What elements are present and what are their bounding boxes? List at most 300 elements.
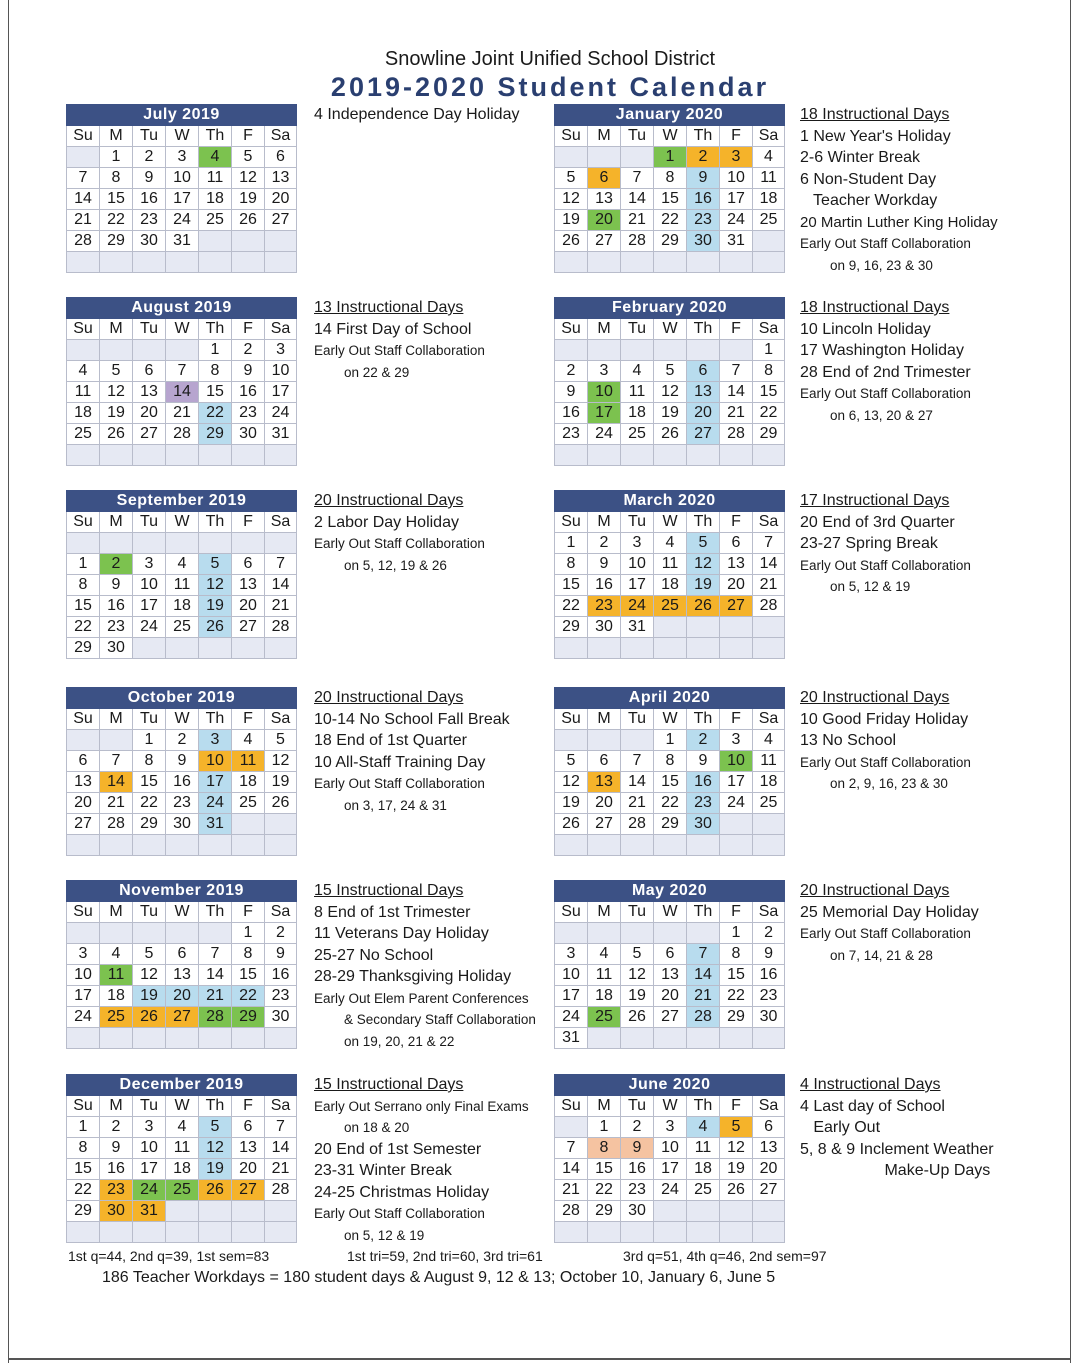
day-cell: 23 <box>133 210 166 231</box>
empty-cell <box>199 231 232 252</box>
day-cell: 12 <box>654 382 687 403</box>
empty-cell <box>654 252 687 273</box>
empty-cell <box>265 835 297 856</box>
empty-cell <box>588 835 621 856</box>
page-border-bottom <box>8 1358 1071 1360</box>
month-header: June 2020 <box>555 1075 785 1096</box>
day-cell: 26 <box>100 424 133 445</box>
day-cell: 16 <box>232 382 265 403</box>
day-cell: 29 <box>232 1007 265 1028</box>
day-cell: 28 <box>753 596 785 617</box>
empty-cell <box>555 1117 588 1138</box>
day-cell: 15 <box>555 575 588 596</box>
weekday-label: Th <box>687 319 720 340</box>
empty-cell <box>753 231 785 252</box>
empty-cell <box>720 252 753 273</box>
weekday-label: M <box>588 902 621 923</box>
day-cell: 18 <box>67 403 100 424</box>
empty-cell <box>687 617 720 638</box>
day-cell: 16 <box>753 965 785 986</box>
day-cell: 22 <box>133 793 166 814</box>
note-line: 10 Good Friday Holiday <box>800 710 969 728</box>
day-cell: 23 <box>753 986 785 1007</box>
day-cell: 15 <box>588 1159 621 1180</box>
empty-cell <box>67 445 100 466</box>
day-cell: 11 <box>687 1138 720 1159</box>
day-cell: 12 <box>100 382 133 403</box>
empty-cell <box>166 252 199 273</box>
empty-cell <box>166 445 199 466</box>
day-cell: 6 <box>687 361 720 382</box>
empty-cell <box>621 1028 654 1049</box>
day-cell: 10 <box>67 965 100 986</box>
empty-cell <box>67 147 100 168</box>
month-notes-jun <box>800 1074 1050 1182</box>
day-cell: 5 <box>199 1117 232 1138</box>
weekday-label: Th <box>687 512 720 533</box>
day-cell: 1 <box>67 554 100 575</box>
day-cell: 23 <box>265 986 297 1007</box>
day-cell: 25 <box>199 210 232 231</box>
day-cell: 14 <box>67 189 100 210</box>
weekday-label: Tu <box>133 126 166 147</box>
day-cell: 24 <box>265 403 297 424</box>
day-cell: 25 <box>588 1007 621 1028</box>
day-cell: 11 <box>100 965 133 986</box>
note-line: on 5, 12 & 19 <box>314 1227 425 1243</box>
day-cell: 17 <box>133 1159 166 1180</box>
day-cell: 20 <box>232 1159 265 1180</box>
day-cell: 25 <box>67 424 100 445</box>
day-cell: 28 <box>687 1007 720 1028</box>
day-cell: 3 <box>555 944 588 965</box>
instructional-days-heading: 20 Instructional Days <box>800 689 950 706</box>
day-cell: 23 <box>555 424 588 445</box>
day-cell: 28 <box>67 231 100 252</box>
month-header: February 2020 <box>555 298 785 319</box>
day-cell: 22 <box>199 403 232 424</box>
empty-cell <box>232 231 265 252</box>
day-cell: 27 <box>588 814 621 835</box>
month-notes-jul <box>314 104 564 126</box>
weekday-label: Sa <box>753 902 785 923</box>
day-cell: 25 <box>166 617 199 638</box>
day-cell: 22 <box>720 986 753 1007</box>
day-cell: 10 <box>133 1138 166 1159</box>
note-line: 20 End of 3rd Quarter <box>800 513 955 531</box>
day-cell: 6 <box>720 533 753 554</box>
day-cell: 31 <box>133 1201 166 1222</box>
day-cell: 28 <box>265 1180 297 1201</box>
month-notes-nov <box>314 880 564 1052</box>
day-cell: 5 <box>621 944 654 965</box>
month-notes-jan <box>800 104 1050 276</box>
weekday-label: W <box>166 319 199 340</box>
empty-cell <box>67 923 100 944</box>
month-calendar-may <box>554 880 785 1049</box>
day-cell: 10 <box>199 751 232 772</box>
day-cell: 18 <box>166 596 199 617</box>
day-cell: 22 <box>654 793 687 814</box>
day-cell: 2 <box>166 730 199 751</box>
day-cell: 11 <box>588 965 621 986</box>
instructional-days-heading: 15 Instructional Days <box>314 1076 464 1093</box>
day-cell: 4 <box>100 944 133 965</box>
day-cell: 23 <box>621 1180 654 1201</box>
day-cell: 17 <box>67 986 100 1007</box>
day-cell: 17 <box>199 772 232 793</box>
empty-cell <box>555 252 588 273</box>
day-cell: 27 <box>67 814 100 835</box>
instructional-days-heading: 18 Instructional Days <box>800 106 950 123</box>
note-line: 4 Last day of School <box>800 1097 945 1115</box>
day-cell: 24 <box>133 1180 166 1201</box>
note-line: on 6, 13, 20 & 27 <box>800 407 933 423</box>
day-cell: 23 <box>232 403 265 424</box>
empty-cell <box>133 445 166 466</box>
weekday-label: F <box>232 709 265 730</box>
empty-cell <box>166 638 199 659</box>
note-line: on 3, 17, 24 & 31 <box>314 797 447 813</box>
day-cell: 18 <box>166 1159 199 1180</box>
empty-cell <box>166 340 199 361</box>
empty-cell <box>588 252 621 273</box>
day-cell: 22 <box>67 617 100 638</box>
empty-cell <box>588 638 621 659</box>
day-cell: 29 <box>588 1201 621 1222</box>
note-line: 13 No School <box>800 732 897 749</box>
empty-cell <box>621 835 654 856</box>
weekday-label: W <box>654 709 687 730</box>
empty-cell <box>67 252 100 273</box>
instructional-days-heading: 4 Instructional Days <box>800 1076 941 1093</box>
day-cell: 28 <box>555 1201 588 1222</box>
day-cell: 16 <box>166 772 199 793</box>
weekday-label: F <box>232 902 265 923</box>
month-header: August 2019 <box>67 298 297 319</box>
month-calendar-jan <box>554 104 785 273</box>
weekday-label: Sa <box>265 709 297 730</box>
day-cell: 5 <box>654 361 687 382</box>
day-cell: 26 <box>232 210 265 231</box>
day-cell: 8 <box>588 1138 621 1159</box>
note-line: 6 Non-Student Day <box>800 170 937 188</box>
weekday-label: Sa <box>753 709 785 730</box>
day-cell: 27 <box>687 424 720 445</box>
day-cell: 15 <box>654 189 687 210</box>
empty-cell <box>687 638 720 659</box>
day-cell: 26 <box>687 596 720 617</box>
month-notes-dec <box>314 1074 564 1246</box>
empty-cell <box>687 835 720 856</box>
weekday-label: M <box>100 709 133 730</box>
day-cell: 2 <box>687 147 720 168</box>
empty-cell <box>555 638 588 659</box>
day-cell: 7 <box>621 168 654 189</box>
day-cell: 1 <box>654 147 687 168</box>
month-notes-feb <box>800 297 1050 426</box>
note-line: Early Out Staff Collaboration <box>800 236 971 251</box>
day-cell: 29 <box>720 1007 753 1028</box>
note-line: Make-Up Days <box>800 1162 991 1179</box>
day-cell: 10 <box>265 361 297 382</box>
empty-cell <box>133 923 166 944</box>
empty-cell <box>687 1028 720 1049</box>
day-cell: 15 <box>100 189 133 210</box>
weekday-label: W <box>654 512 687 533</box>
empty-cell <box>555 340 588 361</box>
day-cell: 14 <box>100 772 133 793</box>
note-line: 10 All-Staff Training Day <box>314 753 486 771</box>
empty-cell <box>166 923 199 944</box>
day-cell: 16 <box>687 189 720 210</box>
weekday-label: Th <box>199 512 232 533</box>
empty-cell <box>621 340 654 361</box>
note-line: & Secondary Staff Collaboration <box>314 1012 536 1027</box>
day-cell: 13 <box>588 772 621 793</box>
empty-cell <box>265 231 297 252</box>
weekday-label: Sa <box>753 1096 785 1117</box>
empty-cell <box>100 1028 133 1049</box>
empty-cell <box>654 340 687 361</box>
empty-cell <box>133 1028 166 1049</box>
empty-cell <box>720 814 753 835</box>
day-cell: 10 <box>588 382 621 403</box>
empty-cell <box>720 445 753 466</box>
day-cell: 8 <box>199 361 232 382</box>
weekday-label: Tu <box>621 1096 654 1117</box>
day-cell: 16 <box>133 189 166 210</box>
day-cell: 5 <box>555 751 588 772</box>
day-cell: 31 <box>621 617 654 638</box>
note-line: on 22 & 29 <box>314 364 410 380</box>
empty-cell <box>67 1222 100 1243</box>
empty-cell <box>588 1028 621 1049</box>
day-cell: 14 <box>621 772 654 793</box>
day-cell: 6 <box>133 361 166 382</box>
day-cell: 11 <box>753 751 785 772</box>
weekday-label: M <box>100 319 133 340</box>
day-cell: 28 <box>100 814 133 835</box>
day-cell: 13 <box>654 965 687 986</box>
weekday-label: Sa <box>753 126 785 147</box>
day-cell: 13 <box>133 382 166 403</box>
day-cell: 21 <box>100 793 133 814</box>
note-line: on 18 & 20 <box>314 1120 410 1135</box>
day-cell: 30 <box>232 424 265 445</box>
day-cell: 25 <box>687 1180 720 1201</box>
month-notes-may <box>800 880 1050 966</box>
day-cell: 23 <box>588 596 621 617</box>
weekday-label: W <box>654 1096 687 1117</box>
day-cell: 27 <box>133 424 166 445</box>
weekday-label: Th <box>687 902 720 923</box>
day-cell: 19 <box>555 793 588 814</box>
day-cell: 16 <box>588 575 621 596</box>
day-cell: 20 <box>588 210 621 231</box>
day-cell: 6 <box>67 751 100 772</box>
day-cell: 18 <box>753 189 785 210</box>
day-cell: 17 <box>621 575 654 596</box>
day-cell: 3 <box>67 944 100 965</box>
empty-cell <box>133 638 166 659</box>
day-cell: 15 <box>199 382 232 403</box>
day-cell: 4 <box>166 1117 199 1138</box>
day-cell: 22 <box>232 986 265 1007</box>
day-cell: 12 <box>199 1138 232 1159</box>
day-cell: 20 <box>166 986 199 1007</box>
day-cell: 13 <box>687 382 720 403</box>
empty-cell <box>67 533 100 554</box>
day-cell: 23 <box>687 210 720 231</box>
day-cell: 5 <box>687 533 720 554</box>
day-cell: 23 <box>687 793 720 814</box>
empty-cell <box>588 340 621 361</box>
note-line: 20 Martin Luther King Holiday <box>800 213 998 231</box>
day-cell: 30 <box>100 1201 133 1222</box>
empty-cell <box>621 147 654 168</box>
weekday-label: Th <box>199 902 232 923</box>
day-cell: 24 <box>67 1007 100 1028</box>
weekday-label: W <box>166 709 199 730</box>
empty-cell <box>588 445 621 466</box>
day-cell: 26 <box>621 1007 654 1028</box>
day-cell: 10 <box>720 168 753 189</box>
day-cell: 2 <box>687 730 720 751</box>
weekday-label: M <box>100 1096 133 1117</box>
day-cell: 29 <box>753 424 785 445</box>
empty-cell <box>654 923 687 944</box>
day-cell: 3 <box>166 147 199 168</box>
day-cell: 9 <box>555 382 588 403</box>
day-cell: 18 <box>199 189 232 210</box>
day-cell: 25 <box>654 596 687 617</box>
day-cell: 2 <box>100 554 133 575</box>
empty-cell <box>199 533 232 554</box>
empty-cell <box>753 445 785 466</box>
day-cell: 3 <box>720 147 753 168</box>
page-border-left <box>8 0 9 1363</box>
day-cell: 21 <box>199 986 232 1007</box>
day-cell: 14 <box>199 965 232 986</box>
day-cell: 7 <box>166 361 199 382</box>
day-cell: 6 <box>588 751 621 772</box>
empty-cell <box>232 252 265 273</box>
weekday-label: M <box>100 126 133 147</box>
day-cell: 9 <box>100 1138 133 1159</box>
day-cell: 27 <box>588 231 621 252</box>
day-cell: 1 <box>588 1117 621 1138</box>
note-line: 14 First Day of School <box>314 320 472 338</box>
day-cell: 8 <box>555 554 588 575</box>
weekday-label: W <box>654 902 687 923</box>
note-line: 17 Washington Holiday <box>800 342 964 359</box>
month-notes-mar <box>800 490 1050 598</box>
empty-cell <box>133 1222 166 1243</box>
day-cell: 7 <box>265 1117 297 1138</box>
day-cell: 7 <box>555 1138 588 1159</box>
day-cell: 20 <box>133 403 166 424</box>
day-cell: 18 <box>687 1159 720 1180</box>
month-header: May 2020 <box>555 881 785 902</box>
day-cell: 18 <box>654 575 687 596</box>
day-cell: 29 <box>100 231 133 252</box>
weekday-label: Su <box>67 1096 100 1117</box>
weekday-label: Su <box>555 1096 588 1117</box>
day-cell: 21 <box>67 210 100 231</box>
day-cell: 14 <box>720 382 753 403</box>
empty-cell <box>588 923 621 944</box>
instructional-days-heading: 20 Instructional Days <box>314 492 464 509</box>
day-cell: 11 <box>67 382 100 403</box>
day-cell: 14 <box>166 382 199 403</box>
day-cell: 2 <box>100 1117 133 1138</box>
weekday-label: W <box>166 902 199 923</box>
note-line: 23-27 Spring Break <box>800 535 938 552</box>
day-cell: 3 <box>265 340 297 361</box>
day-cell: 22 <box>753 403 785 424</box>
day-cell: 10 <box>133 575 166 596</box>
month-header: December 2019 <box>67 1075 297 1096</box>
day-cell: 17 <box>720 772 753 793</box>
empty-cell <box>133 533 166 554</box>
empty-cell <box>232 638 265 659</box>
month-notes-sep <box>314 490 564 576</box>
empty-cell <box>687 340 720 361</box>
note-line: 11 Veterans Day Holiday <box>314 925 489 942</box>
day-cell: 10 <box>166 168 199 189</box>
empty-cell <box>654 617 687 638</box>
day-cell: 24 <box>720 210 753 231</box>
weekday-label: F <box>720 319 753 340</box>
day-cell: 12 <box>232 168 265 189</box>
day-cell: 17 <box>166 189 199 210</box>
empty-cell <box>232 445 265 466</box>
day-cell: 3 <box>133 1117 166 1138</box>
weekday-label: M <box>588 126 621 147</box>
empty-cell <box>199 835 232 856</box>
empty-cell <box>555 445 588 466</box>
weekday-label: Su <box>555 319 588 340</box>
empty-cell <box>687 1201 720 1222</box>
note-line: on 2, 9, 16, 23 & 30 <box>800 776 948 791</box>
day-cell: 11 <box>166 1138 199 1159</box>
day-cell: 20 <box>687 403 720 424</box>
weekday-label: Su <box>555 126 588 147</box>
month-header: March 2020 <box>555 491 785 512</box>
day-cell: 18 <box>753 772 785 793</box>
day-cell: 25 <box>166 1180 199 1201</box>
empty-cell <box>199 1201 232 1222</box>
weekday-label: Tu <box>133 319 166 340</box>
weekday-label: M <box>588 1096 621 1117</box>
empty-cell <box>232 1222 265 1243</box>
footer-right-stats: 3rd q=51, 4th q=46, 2nd sem=97 <box>623 1248 827 1264</box>
note-line: on 9, 16, 23 & 30 <box>800 257 933 273</box>
day-cell: 4 <box>753 147 785 168</box>
weekday-label: Sa <box>753 319 785 340</box>
day-cell: 30 <box>753 1007 785 1028</box>
day-cell: 4 <box>753 730 785 751</box>
instructional-days-heading: 18 Instructional Days <box>800 299 950 316</box>
weekday-label: F <box>720 709 753 730</box>
day-cell: 7 <box>621 751 654 772</box>
day-cell: 10 <box>555 965 588 986</box>
day-cell: 10 <box>720 751 753 772</box>
day-cell: 21 <box>753 575 785 596</box>
note-line: Early Out Staff Collaboration <box>314 536 485 551</box>
weekday-label: W <box>654 126 687 147</box>
